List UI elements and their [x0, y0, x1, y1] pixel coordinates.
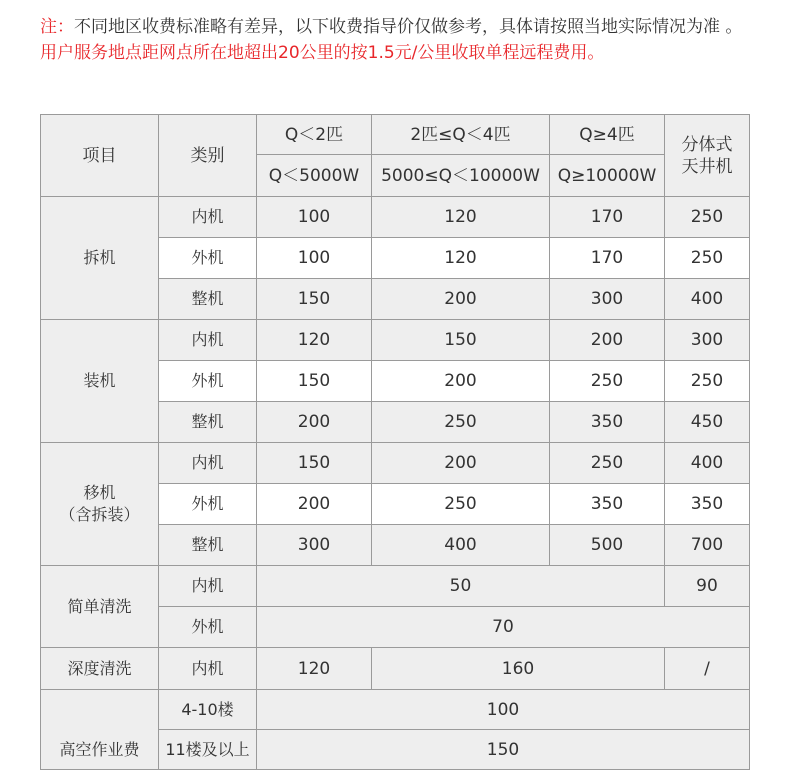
row-type: 外机 [159, 607, 257, 648]
note-colon: ： [57, 17, 74, 37]
section-zhuangji: 装机 [41, 320, 159, 443]
remote-fee-note: 用户服务地点距网点所在地超出20公里的按1.5元/公里收取单程远程费用。 [40, 43, 605, 63]
row-type: 整机 [159, 279, 257, 320]
row-value: 200 [257, 484, 372, 525]
row-type: 内机 [159, 197, 257, 238]
row-type: 内机 [159, 443, 257, 484]
note-label: 注 [40, 17, 57, 37]
row-value: 300 [665, 320, 750, 361]
row-value: 120 [257, 320, 372, 361]
row-value: 150 [257, 361, 372, 402]
row-value: 100 [257, 197, 372, 238]
notes [40, 14, 785, 66]
row-type: 整机 [159, 402, 257, 443]
header-item: 项目 [41, 115, 159, 197]
section-chaiji: 拆机 [41, 197, 159, 320]
row-value: 200 [372, 361, 550, 402]
row-value: 450 [665, 402, 750, 443]
row-value: 350 [550, 484, 665, 525]
table-row [41, 320, 750, 361]
header-col1-top: Q＜2匹 [257, 115, 372, 155]
row-value: 350 [550, 402, 665, 443]
disclaimer-note [40, 14, 785, 40]
header-row-1 [41, 115, 750, 155]
section-yiji-line2: （含拆装） [59, 505, 140, 524]
row-value: 300 [550, 279, 665, 320]
row-type: 外机 [159, 238, 257, 279]
row-value: 700 [665, 525, 750, 566]
row-value: 400 [372, 525, 550, 566]
row-value: 500 [550, 525, 665, 566]
row-value: 350 [665, 484, 750, 525]
table-row [41, 648, 750, 690]
row-type: 整机 [159, 525, 257, 566]
row-value: 300 [257, 525, 372, 566]
row-value: 250 [665, 361, 750, 402]
row-value: 100 [257, 238, 372, 279]
row-value: 70 [257, 607, 750, 648]
header-col3-top: Q≥4匹 [550, 115, 665, 155]
row-value: / [665, 648, 750, 690]
header-col4-line2: 天井机 [681, 156, 733, 177]
header-col4-line1: 分体式 [681, 134, 733, 155]
row-type: 外机 [159, 484, 257, 525]
row-value: 400 [665, 279, 750, 320]
row-value: 200 [550, 320, 665, 361]
row-value: 200 [372, 443, 550, 484]
row-value: 150 [257, 443, 372, 484]
table-row [41, 566, 750, 607]
row-value: 150 [372, 320, 550, 361]
row-value: 170 [550, 197, 665, 238]
row-type: 外机 [159, 361, 257, 402]
row-value: 160 [372, 648, 665, 690]
row-value: 170 [550, 238, 665, 279]
note-text: 不同地区收费标准略有差异，以下收费指导价仅做参考，具体请按照当地实际情况为准 。 [74, 17, 743, 37]
row-value: 100 [257, 690, 750, 730]
table-row [41, 690, 750, 730]
row-value: 120 [372, 238, 550, 279]
row-value: 150 [257, 279, 372, 320]
row-type: 内机 [159, 320, 257, 361]
row-type: 内机 [159, 648, 257, 690]
header-col2-bottom: 5000≤Q＜10000W [372, 155, 550, 197]
row-value: 200 [257, 402, 372, 443]
table-row [41, 197, 750, 238]
header-col3-bottom: Q≥10000W [550, 155, 665, 197]
section-deep-clean: 深度清洗 [41, 648, 159, 690]
table-row [41, 443, 750, 484]
row-type: 4-10楼 [159, 690, 257, 730]
row-value: 250 [372, 484, 550, 525]
row-value: 250 [550, 443, 665, 484]
row-value: 90 [665, 566, 750, 607]
row-type: 内机 [159, 566, 257, 607]
row-value: 250 [372, 402, 550, 443]
row-value: 200 [372, 279, 550, 320]
section-yiji-line1: 移机 [83, 483, 116, 502]
section-simple-clean: 简单清洗 [41, 566, 159, 648]
price-table [40, 114, 750, 770]
header-col1-bottom: Q＜5000W [257, 155, 372, 197]
row-value: 50 [257, 566, 665, 607]
row-value: 120 [257, 648, 372, 690]
row-value: 400 [665, 443, 750, 484]
header-category: 类别 [159, 115, 257, 197]
section-yiji [41, 443, 159, 566]
header-col2-top: 2匹≤Q＜4匹 [372, 115, 550, 155]
row-value: 150 [257, 730, 750, 770]
row-value: 250 [665, 197, 750, 238]
row-value: 120 [372, 197, 550, 238]
header-col4 [665, 115, 750, 197]
row-value: 250 [550, 361, 665, 402]
row-type: 11楼及以上 [159, 730, 257, 770]
row-value: 250 [665, 238, 750, 279]
section-high-altitude: 高空作业费 [41, 690, 159, 770]
